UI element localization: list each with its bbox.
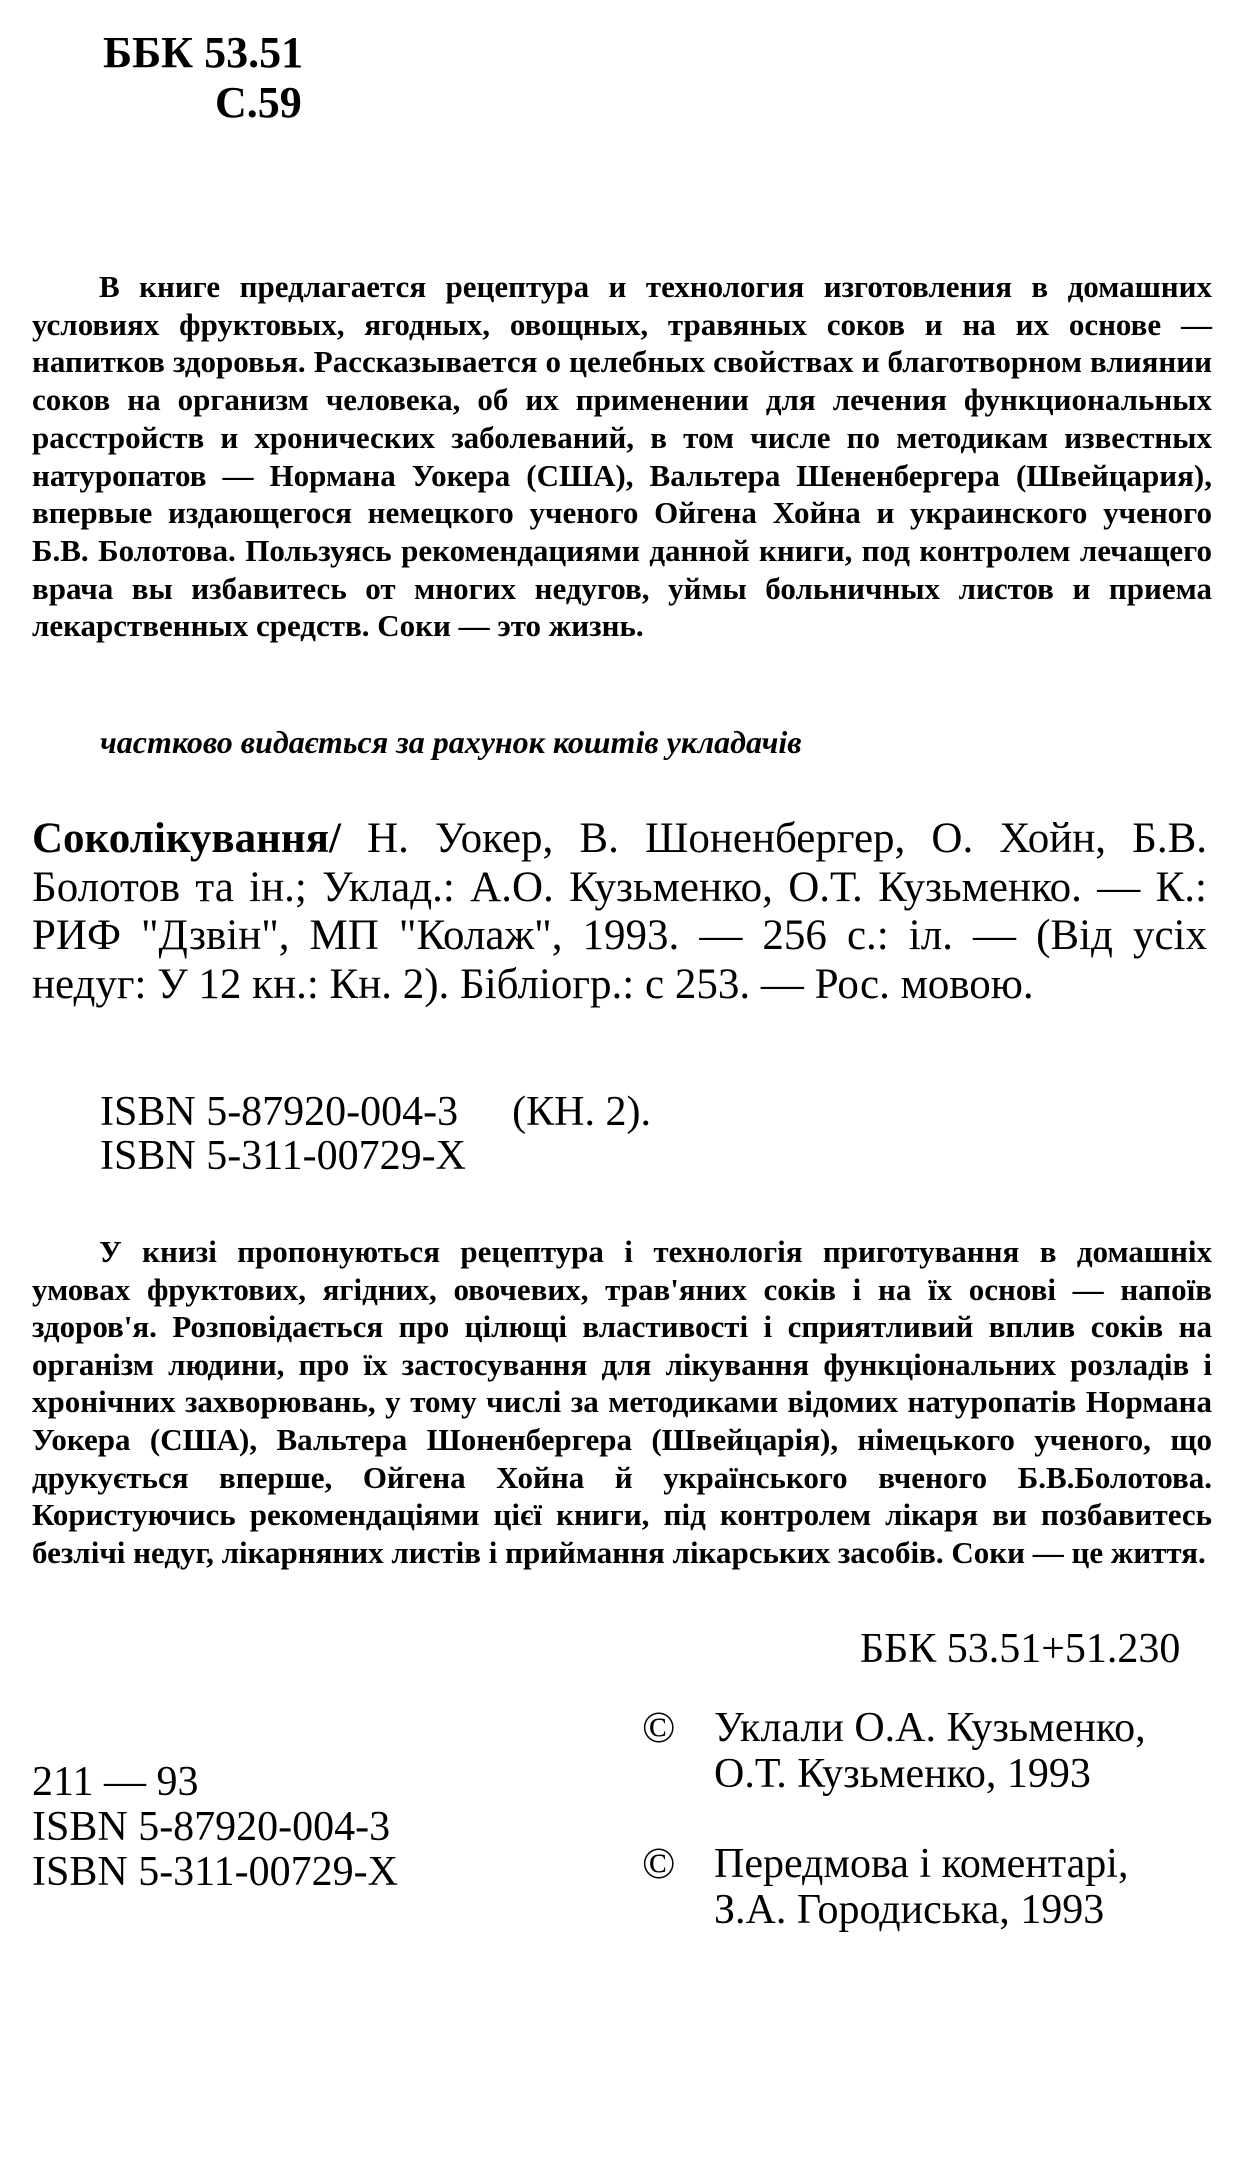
- print-code: 211 — 93: [32, 1759, 199, 1805]
- author-sign: С.59: [215, 78, 302, 127]
- bibliographic-details: Н. Уокер, В. Шоненбергер, О. Хойн, Б.В. Болотов та ін.; Уклад.: А.О. Кузьменко, О.Т. Кузьменко. — К.: РИФ "Дзвін", МП "Колаж", 1993. — 256 с.: іл. — (Від усіх недуг: У 12 кн.: Кн. 2). Бібліогр.: с 253. — Рос. мовою.: [32, 815, 1208, 1008]
- copyright-icon: ©: [642, 1703, 676, 1752]
- copyright-line: З.А. Городиська, 1993: [714, 1887, 1105, 1933]
- copyright-icon: ©: [642, 1839, 676, 1888]
- isbn-volume: ISBN 5-87920-004-3: [100, 1089, 459, 1135]
- print-codes: [32, 1760, 398, 1895]
- isbn-volume-bottom: ISBN 5-87920-004-3: [32, 1804, 391, 1850]
- copyright-compilers: [642, 1705, 1146, 1797]
- funding-note: частково видається за рахунок коштів укладачів: [100, 724, 802, 760]
- isbn-series-bottom: ISBN 5-311-00729-X: [32, 1849, 398, 1895]
- copyright-line: Передмова і коментарі,: [714, 1841, 1129, 1887]
- copyright-line: О.Т. Кузьменко, 1993: [714, 1751, 1091, 1797]
- isbn-series: ISBN 5-311-00729-X: [100, 1133, 466, 1179]
- bbk-bottom-code: ББК 53.51+51.230: [860, 1626, 1181, 1672]
- isbn-line-1: [100, 1090, 651, 1134]
- bibliographic-description: [32, 815, 1207, 1009]
- isbn-volume-note: (КН. 2).: [512, 1089, 651, 1135]
- bbk-code: ББК 53.51: [103, 28, 304, 77]
- isbn-block: [100, 1090, 651, 1178]
- annotation-ukrainian: У книзі пропонуються рецептура і технологія приготування в домашніх умовах фруктових, ягідних, овочевих, трав'яних соків і на їх основі — напоїв здоров'я. Розповідається про цілющі властивості і сприятливий вплив соків на організм людини, про їх застосування для лікування функціональних розладів і хронічних захворювань, у тому числі за методиками відомих натуропатів Нормана Уокера (США), Вальтера Шоненбергера (Швейцарія), німецького ученого, що друкується вперше, Ойгена Хойна й українського вченого Б.В.Болотова. Користуючись рекомендаціями цієї книги, під контролем лікаря ви позбавитесь безлічі недуг, лікарняних листів і приймання лікарських засобів. Соки — це життя.: [32, 1234, 1212, 1570]
- copyright-line: Уклали О.А. Кузьменко,: [714, 1705, 1146, 1751]
- bbk-classification: [103, 28, 303, 128]
- annotation-russian: В книге предлагается рецептура и технология изготовления в домашних условиях фруктовых, ягодных, овощных, травяных соков и на их основе — напитков здоровья. Рассказывается о целебных свойствах и благотворном влиянии соков на организм человека, об их применении для лечения функциональных расстройств и хронических заболеваний, в том числе по методикам известных натуропатов — Нормана Уокера (США), Вальтера Шененбергера (Швейцария), впервые издающегося немецкого ученого Ойгена Хойна и украинского ученого Б.В. Болотова. Пользуясь рекомендациями данной книги, под контролем лечащего врача вы избавитесь от многих недугов, уймы больничных листов и приема лекарственных средств. Соки — это жизнь.: [32, 269, 1212, 644]
- copyright-preface: [642, 1841, 1128, 1933]
- book-title: Соколікування/: [32, 815, 341, 862]
